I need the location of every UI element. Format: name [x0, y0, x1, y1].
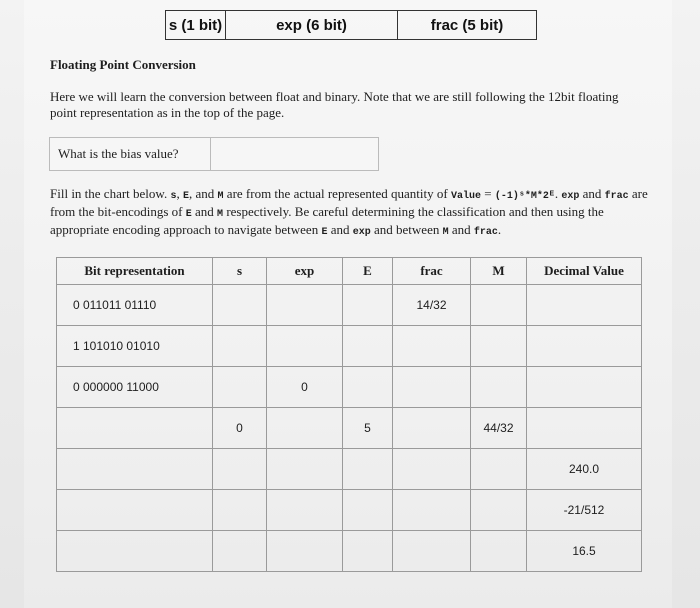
cell-decimal-value[interactable]: [527, 326, 642, 367]
cell-s[interactable]: 0: [213, 408, 267, 449]
sign-bit-label: s (1 bit): [166, 11, 226, 39]
cell-s[interactable]: [213, 449, 267, 490]
exp-bits-label: exp (6 bit): [226, 11, 398, 39]
cell-s[interactable]: [213, 326, 267, 367]
cell-bit-representation[interactable]: 0 011011 01110: [57, 285, 213, 326]
cell-M[interactable]: [471, 367, 527, 408]
cell-exp[interactable]: [267, 408, 343, 449]
cell-frac[interactable]: [393, 449, 471, 490]
cell-E[interactable]: [343, 367, 393, 408]
table-row: [57, 490, 642, 531]
header-decimal-value: Decimal Value: [527, 258, 642, 285]
cell-M[interactable]: [471, 490, 527, 531]
bias-question-label: What is the bias value?: [50, 138, 211, 170]
cell-M[interactable]: [471, 326, 527, 367]
cell-s[interactable]: [213, 367, 267, 408]
bias-answer-field[interactable]: [211, 138, 378, 170]
cell-M[interactable]: [471, 449, 527, 490]
cell-bit-representation[interactable]: 1 101010 01010: [57, 326, 213, 367]
cell-frac[interactable]: [393, 408, 471, 449]
cell-M[interactable]: [471, 531, 527, 572]
header-exp: exp: [267, 258, 343, 285]
frac-bits-label: frac (5 bit): [430, 16, 504, 34]
header-frac: frac: [393, 258, 471, 285]
cell-exp[interactable]: [267, 531, 343, 572]
cell-frac[interactable]: [393, 326, 471, 367]
cell-decimal-value[interactable]: [527, 285, 642, 326]
cell-M[interactable]: 44/32: [471, 408, 527, 449]
bit-layout-header: [165, 10, 537, 40]
cell-decimal-value[interactable]: -21/512: [527, 490, 642, 531]
table-row: [57, 531, 642, 572]
cell-exp[interactable]: [267, 449, 343, 490]
header-E: E: [343, 258, 393, 285]
section-title: Floating Point Conversion: [50, 57, 196, 72]
cell-bit-representation[interactable]: [57, 449, 213, 490]
cell-s[interactable]: [213, 285, 267, 326]
cell-frac[interactable]: 14/32: [393, 285, 471, 326]
header-M: M: [471, 258, 527, 285]
conversion-table: [56, 257, 642, 572]
cell-bit-representation[interactable]: [57, 408, 213, 449]
cell-exp[interactable]: 0: [267, 367, 343, 408]
table-row: [57, 367, 642, 408]
header-bit-representation: Bit representation: [57, 258, 213, 285]
cell-E[interactable]: [343, 326, 393, 367]
table-row: [57, 408, 642, 449]
cell-exp[interactable]: [267, 326, 343, 367]
instructions-paragraph: Fill in the chart below. s, E, and M are from the actual represented quantity of Value = (-1)ˢ*M*2ᴱ. exp and frac are from the bit-encodings of E and M respectively. Be careful determining the classification and then using the appropriate encoding approach to navigate between E and exp and between M and frac.: [50, 186, 648, 238]
cell-bit-representation[interactable]: 0 000000 11000: [57, 367, 213, 408]
header-s: s: [213, 258, 267, 285]
cell-E[interactable]: [343, 449, 393, 490]
cell-decimal-value[interactable]: 16.5: [527, 531, 642, 572]
cell-exp[interactable]: [267, 490, 343, 531]
cell-s[interactable]: [213, 531, 267, 572]
table-row: [57, 449, 642, 490]
cell-decimal-value[interactable]: [527, 367, 642, 408]
bias-question-box: [49, 137, 379, 171]
cell-frac[interactable]: [393, 531, 471, 572]
cell-exp[interactable]: [267, 285, 343, 326]
cell-s[interactable]: [213, 490, 267, 531]
cell-frac[interactable]: [393, 490, 471, 531]
cell-E[interactable]: 5: [343, 408, 393, 449]
cell-bit-representation[interactable]: [57, 490, 213, 531]
cell-bit-representation[interactable]: [57, 531, 213, 572]
cell-decimal-value[interactable]: [527, 408, 642, 449]
cell-frac[interactable]: [393, 367, 471, 408]
cell-decimal-value[interactable]: 240.0: [527, 449, 642, 490]
table-row: [57, 326, 642, 367]
cell-M[interactable]: [471, 285, 527, 326]
cell-E[interactable]: [343, 531, 393, 572]
cell-E[interactable]: [343, 285, 393, 326]
table-row: [57, 285, 642, 326]
cell-E[interactable]: [343, 490, 393, 531]
table-header-row: [57, 258, 642, 285]
intro-paragraph: Here we will learn the conversion between float and binary. Note that we are still following the 12bit floating point representation as in the top of the page.: [50, 89, 619, 120]
